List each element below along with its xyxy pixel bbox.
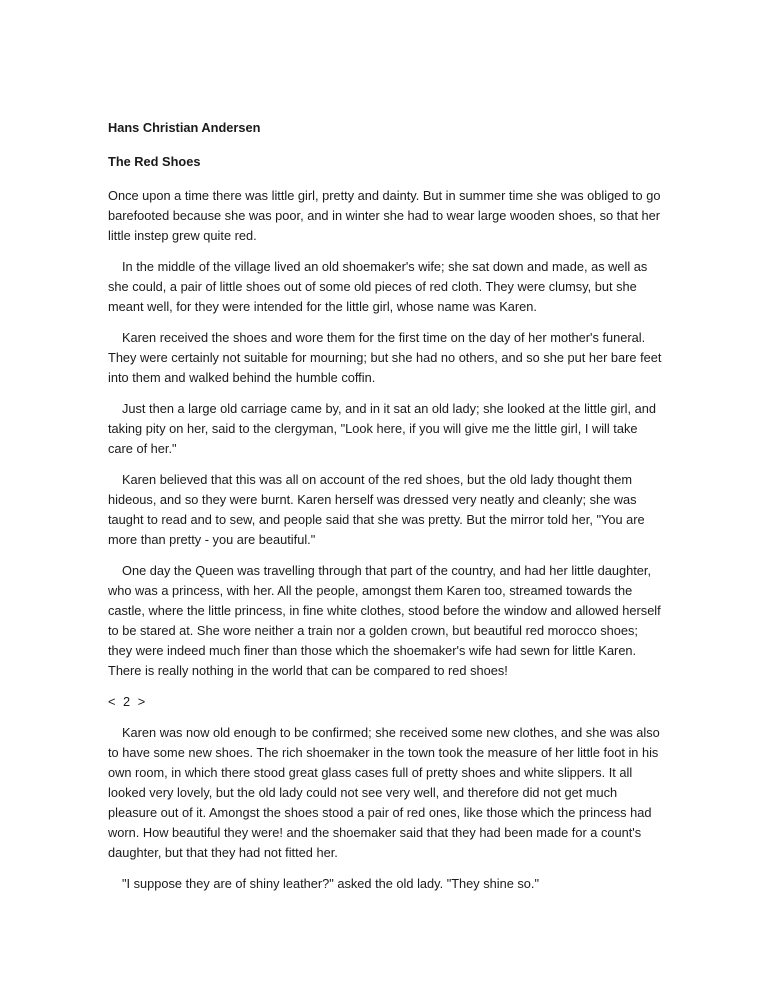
paragraph: "I suppose they are of shiny leather?" asked the old lady. "They shine so."	[122, 876, 540, 891]
document-page	[108, 118, 664, 905]
paragraph: Once upon a time there was little girl, pretty and dainty. But in summer time she was obliged to go barefooted because she was poor, and in winter she had to wear large wooden shoes, so that her little instep grew quite red.	[108, 188, 661, 243]
story-title: The Red Shoes	[108, 154, 201, 169]
paragraph: Karen received the shoes and wore them for the first time on the day of her mother's funeral. They were certainly not suitable for mourning; but she had no others, and so she put her bare feet into them and walked behind the humble coffin.	[108, 330, 662, 385]
author-name: Hans Christian Andersen	[108, 120, 261, 135]
paragraph: Karen believed that this was all on account of the red shoes, but the old lady thought them hideous, and so they were burnt. Karen herself was dressed very neatly and cleanly; she was taught to read and to sew, and people said that she was pretty. But the mirror told her, "You are more than pretty - you are beautiful."	[108, 472, 645, 547]
paragraph: Karen was now old enough to be confirmed; she received some new clothes, and she was also to have some new shoes. The rich shoemaker in the town took the measure of her little foot in his own room, in which there stood great glass cases full of pretty shoes and white slippers. It all looked very lovely, but the old lady could not see very well, and therefore did not get much pleasure out of it. Amongst the shoes stood a pair of red ones, like those which the princess had worn. How beautiful they were! and the shoemaker said that they had been made for a count's daughter, but that they had not fitted her.	[108, 725, 660, 860]
paragraph: One day the Queen was travelling through that part of the country, and had her little daughter, who was a princess, with her. All the people, amongst them Karen too, streamed towards the castle, where the little princess, in fine white clothes, stood before the window and allowed herself to be stared at. She wore neither a train nor a golden crown, but beautiful red morocco shoes; they were indeed much finer than those which the shoemaker's wife had sewn for little Karen. There is really nothing in the world that can be compared to red shoes!	[108, 563, 661, 678]
paragraph: In the middle of the village lived an old shoemaker's wife; she sat down and made, as well as she could, a pair of little shoes out of some old pieces of red cloth. They were clumsy, but she meant well, for they were intended for the little girl, whose name was Karen.	[108, 259, 648, 314]
paragraph: Just then a large old carriage came by, and in it sat an old lady; she looked at the little girl, and taking pity on her, said to the clergyman, "Look here, if you will give me the little girl, I will take care of her."	[108, 401, 656, 456]
page-marker: < 2 >	[108, 694, 148, 709]
